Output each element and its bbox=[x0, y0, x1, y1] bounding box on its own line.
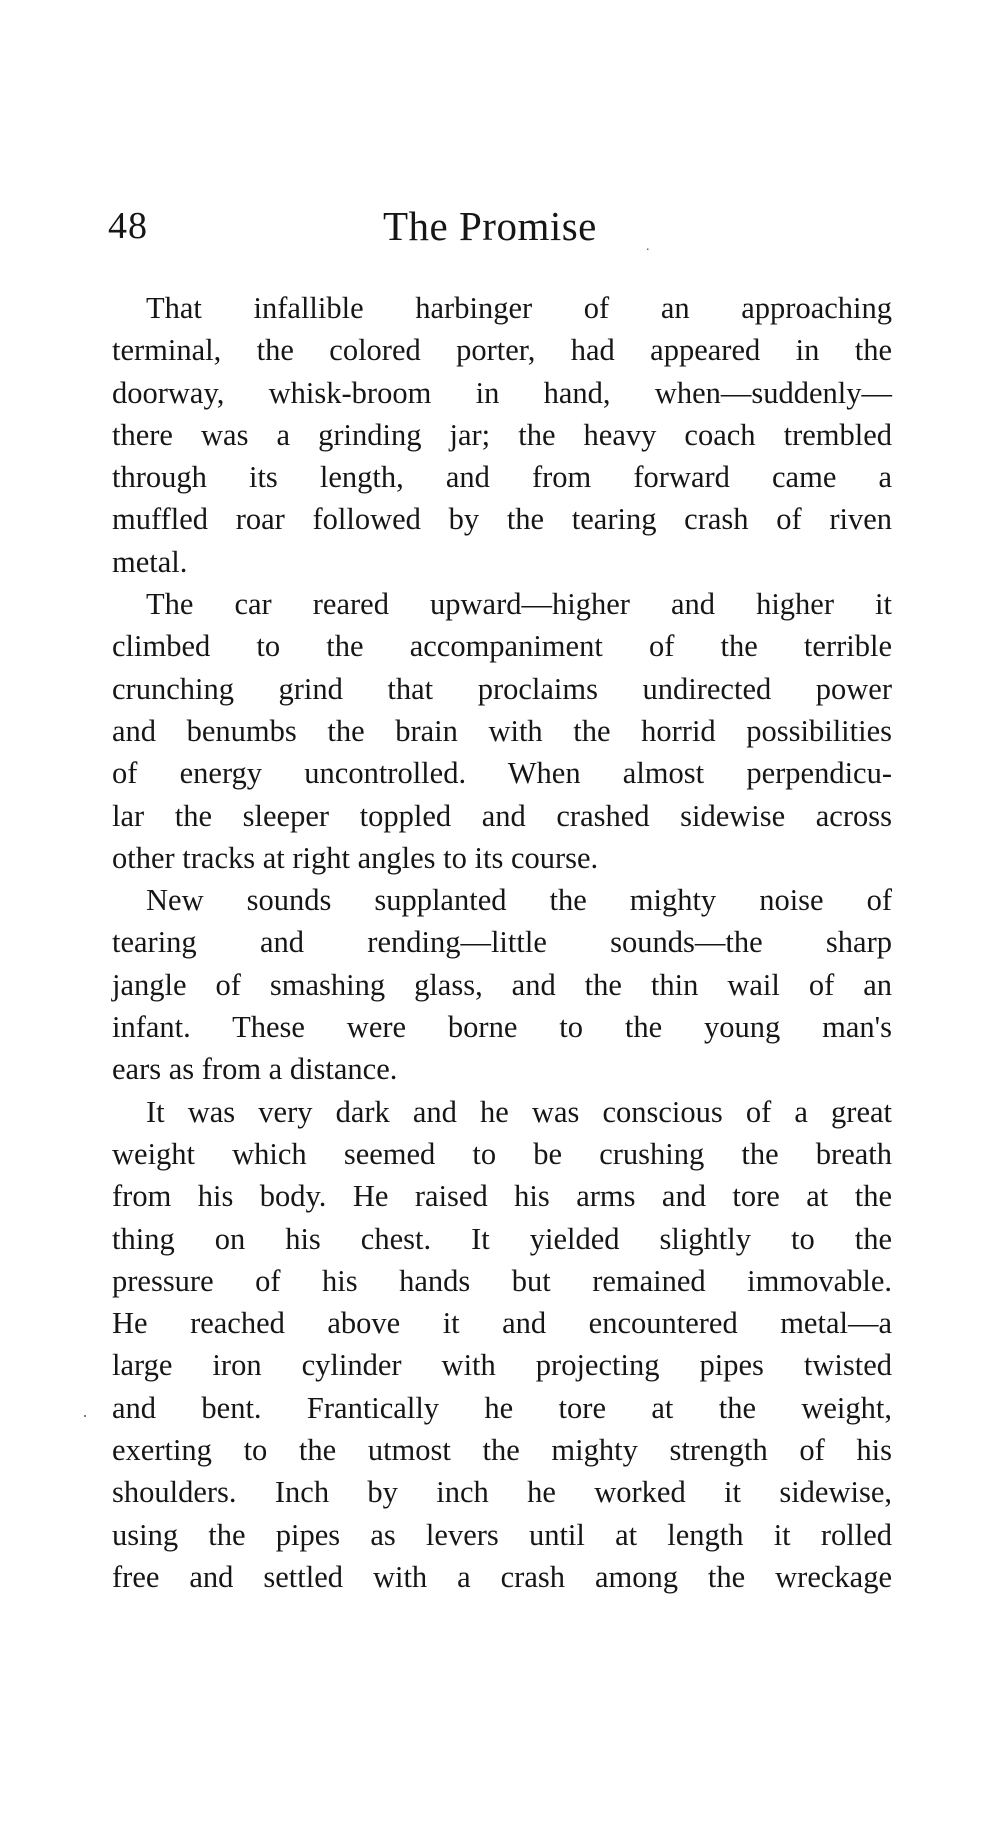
text-line: He reached above it and encountered metal—a bbox=[112, 1306, 892, 1341]
text-line: The car reared upward—higher and higher it bbox=[146, 587, 892, 622]
text-line: weight which seemed to be crushing the breath bbox=[112, 1136, 892, 1171]
text-line: muffled roar followed by the tearing crash of riven bbox=[112, 502, 892, 537]
text-line: It was very dark and he was conscious of a great bbox=[146, 1094, 892, 1129]
paragraph-1 bbox=[112, 287, 892, 583]
text-line: crunching grind that proclaims undirected power bbox=[112, 671, 892, 706]
text-line: from his body. He raised his arms and tore at the bbox=[112, 1179, 892, 1214]
paragraph-3 bbox=[112, 879, 892, 1090]
text-line: terminal, the colored porter, had appeared in the bbox=[112, 333, 892, 368]
print-speck bbox=[84, 1415, 86, 1417]
paragraph-4 bbox=[112, 1091, 892, 1599]
running-title: The Promise bbox=[383, 203, 597, 249]
text-line: using the pipes as levers until at length it rolled bbox=[112, 1517, 892, 1552]
text-line: large iron cylinder with projecting pipes twisted bbox=[112, 1348, 892, 1383]
text-line: metal. bbox=[112, 544, 188, 579]
text-line: free and settled with a crash among the wreckage bbox=[112, 1559, 892, 1594]
text-line: and benumbs the brain with the horrid possibilities bbox=[112, 713, 892, 748]
running-head bbox=[108, 196, 898, 256]
text-line: climbed to the accompaniment of the terrible bbox=[112, 629, 892, 664]
text-line: of energy uncontrolled. When almost perpendicu- bbox=[112, 756, 892, 791]
text-line: That infallible harbinger of an approaching bbox=[146, 291, 892, 325]
text-line: doorway, whisk-broom in hand, when—suddenly— bbox=[112, 375, 892, 410]
text-line: and bent. Frantically he tore at the weight, bbox=[112, 1390, 892, 1425]
text-line: there was a grinding jar; the heavy coach trembled bbox=[112, 417, 892, 452]
body-text bbox=[112, 287, 892, 1598]
text-line: infant. These were borne to the young man's bbox=[112, 1010, 892, 1045]
text-line: lar the sleeper toppled and crashed sidewise across bbox=[112, 798, 892, 833]
print-speck: . bbox=[646, 239, 650, 254]
text-line: jangle of smashing glass, and the thin wail of an bbox=[112, 967, 892, 1002]
text-line: New sounds supplanted the mighty noise of bbox=[146, 883, 892, 918]
paragraph-2 bbox=[112, 583, 892, 879]
text-line: tearing and rending—little sounds—the sharp bbox=[112, 925, 892, 960]
text-line: exerting to the utmost the mighty strength of his bbox=[112, 1433, 892, 1468]
text-line: other tracks at right angles to its course. bbox=[112, 840, 599, 875]
page-number: 48 bbox=[108, 205, 148, 247]
text-line: pressure of his hands but remained immovable. bbox=[112, 1263, 892, 1298]
text-line: through its length, and from forward came a bbox=[112, 460, 892, 495]
text-line: thing on his chest. It yielded slightly to the bbox=[112, 1221, 892, 1256]
text-line: ears as from a distance. bbox=[112, 1052, 398, 1087]
text-line: shoulders. Inch by inch he worked it sidewise, bbox=[112, 1475, 892, 1510]
